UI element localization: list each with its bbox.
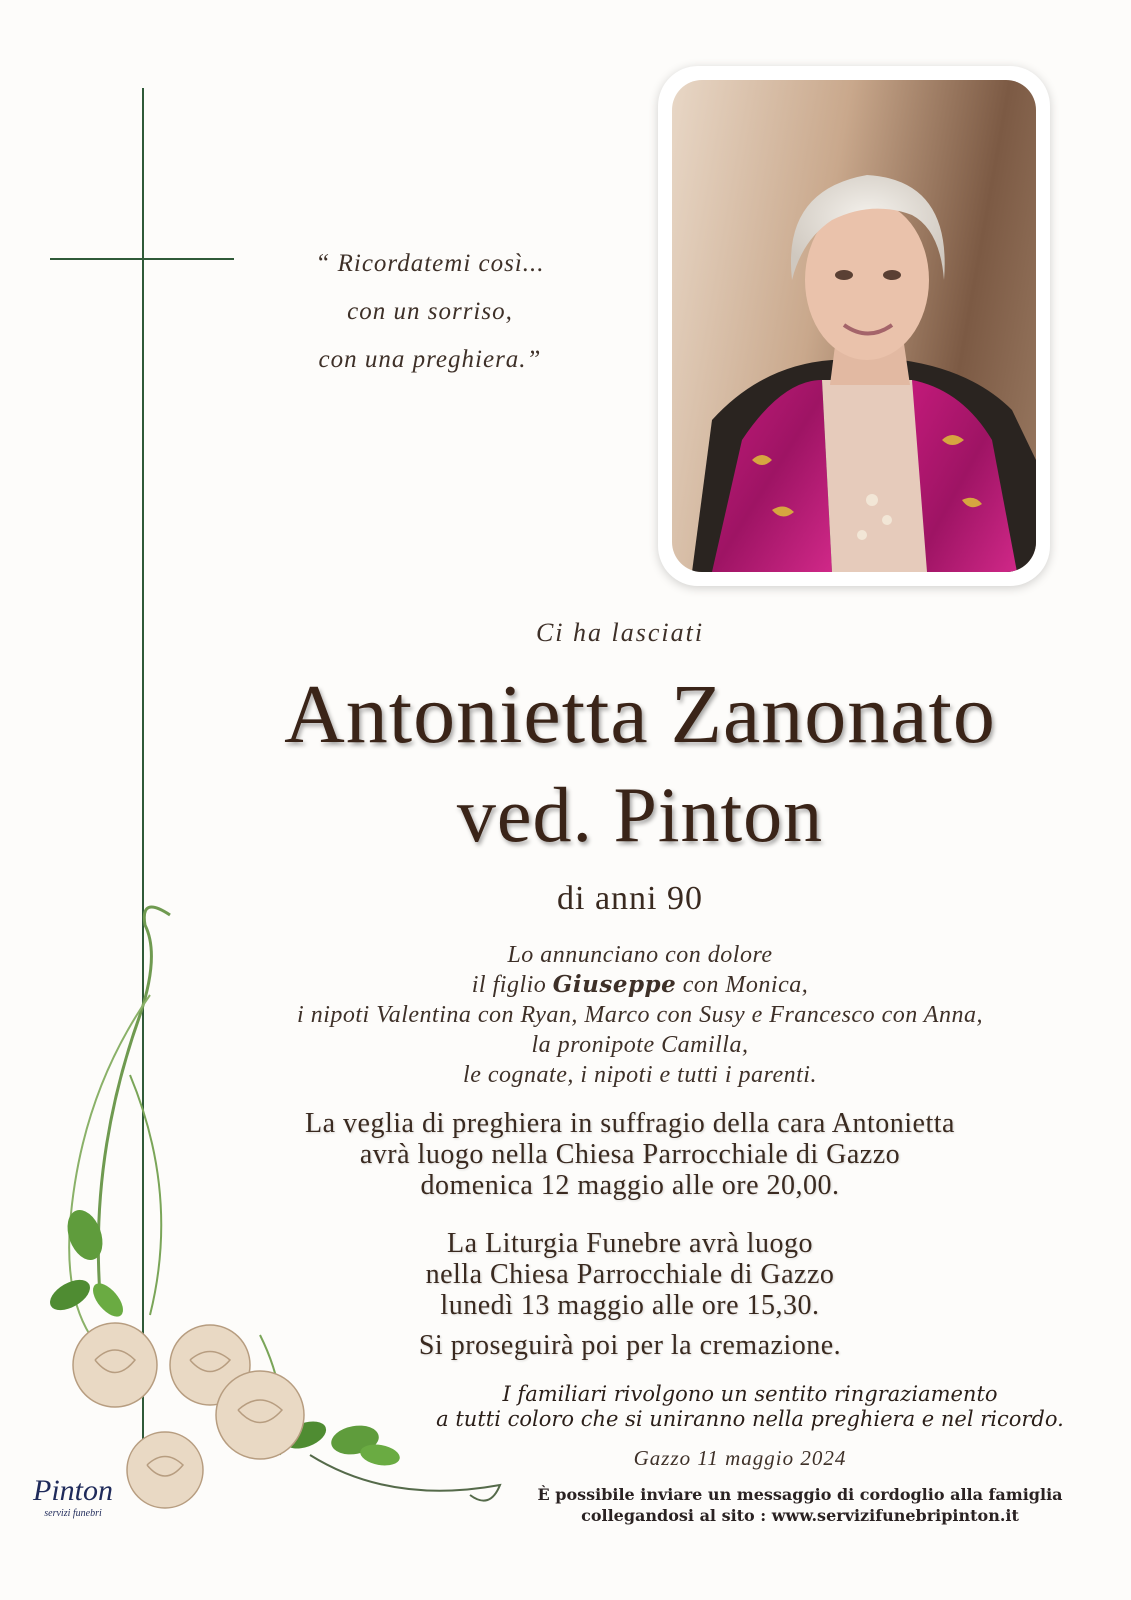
- condolence-line-2: collegandosi al sito : www.servizifunebripinton.it: [581, 1506, 1019, 1525]
- vigil-line-2: avrà luogo nella Chiesa Parrocchiale di Gazzo: [359, 1139, 901, 1170]
- quote-line-2: con un sorriso,: [347, 298, 513, 325]
- funeral-line-1: La Liturgia Funebre avrà luogo: [447, 1228, 813, 1259]
- condolence-line-1: È possibile inviare un messaggio di cordoglio alla famiglia: [537, 1485, 1063, 1504]
- vigil-line-1: La veglia di preghiera in suffragio della cara Antonietta: [305, 1108, 955, 1139]
- family-line-2-prefix: il figlio: [471, 972, 553, 998]
- family-line-2-suffix: con Monica,: [676, 972, 809, 998]
- vigil-line-3: domenica 12 maggio alle ore 20,00.: [420, 1170, 840, 1201]
- condolence-note: [480, 1484, 1120, 1526]
- funeral-line-3: lunedì 13 maggio alle ore 15,30.: [440, 1290, 820, 1321]
- deceased-name: Antonietta Zanonato: [284, 668, 996, 761]
- quote-line-1: “ Ricordatemi così...: [315, 250, 545, 277]
- notice-date: Gazzo 11 maggio 2024: [633, 1446, 847, 1470]
- son-name: Giuseppe: [552, 971, 677, 998]
- logo-subtitle: servizi funebri: [44, 1508, 102, 1519]
- deceased-married-name: ved. Pinton: [456, 771, 824, 858]
- portrait-frame: [658, 66, 1050, 586]
- quote-line-3: con una preghiera.”: [318, 346, 542, 373]
- family-line-4: la pronipote Camilla,: [531, 1032, 749, 1058]
- portrait-illustration: [672, 80, 1036, 572]
- deceased-age: di anni 90: [557, 880, 703, 917]
- funeral-line-2: nella Chiesa Parrocchiale di Gazzo: [425, 1259, 835, 1290]
- family-line-1: Lo annunciano con dolore: [507, 942, 773, 968]
- family-line-3: i nipoti Valentina con Ryan, Marco con Susy e Francesco con Anna,: [297, 1002, 983, 1028]
- memorial-quote: [280, 240, 580, 384]
- pinton-logo: [18, 1474, 128, 1534]
- portrait-photo: [672, 80, 1036, 572]
- family-line-5: le cognate, i nipoti e tutti i parenti.: [463, 1062, 817, 1088]
- cross-horizontal-bar: [50, 258, 234, 260]
- rose-decoration: [30, 895, 510, 1545]
- cremation-info: Si proseguirà poi per la cremazione.: [418, 1330, 842, 1361]
- thanks-line-1: I familiari rivolgono un sentito ringraziamento: [502, 1382, 998, 1406]
- announcement-lead: Ci ha lasciati: [535, 618, 705, 647]
- logo-name: Pinton: [33, 1474, 113, 1507]
- thanks-line-2: a tutti coloro che si uniranno nella preghiera e nel ricordo.: [436, 1407, 1064, 1431]
